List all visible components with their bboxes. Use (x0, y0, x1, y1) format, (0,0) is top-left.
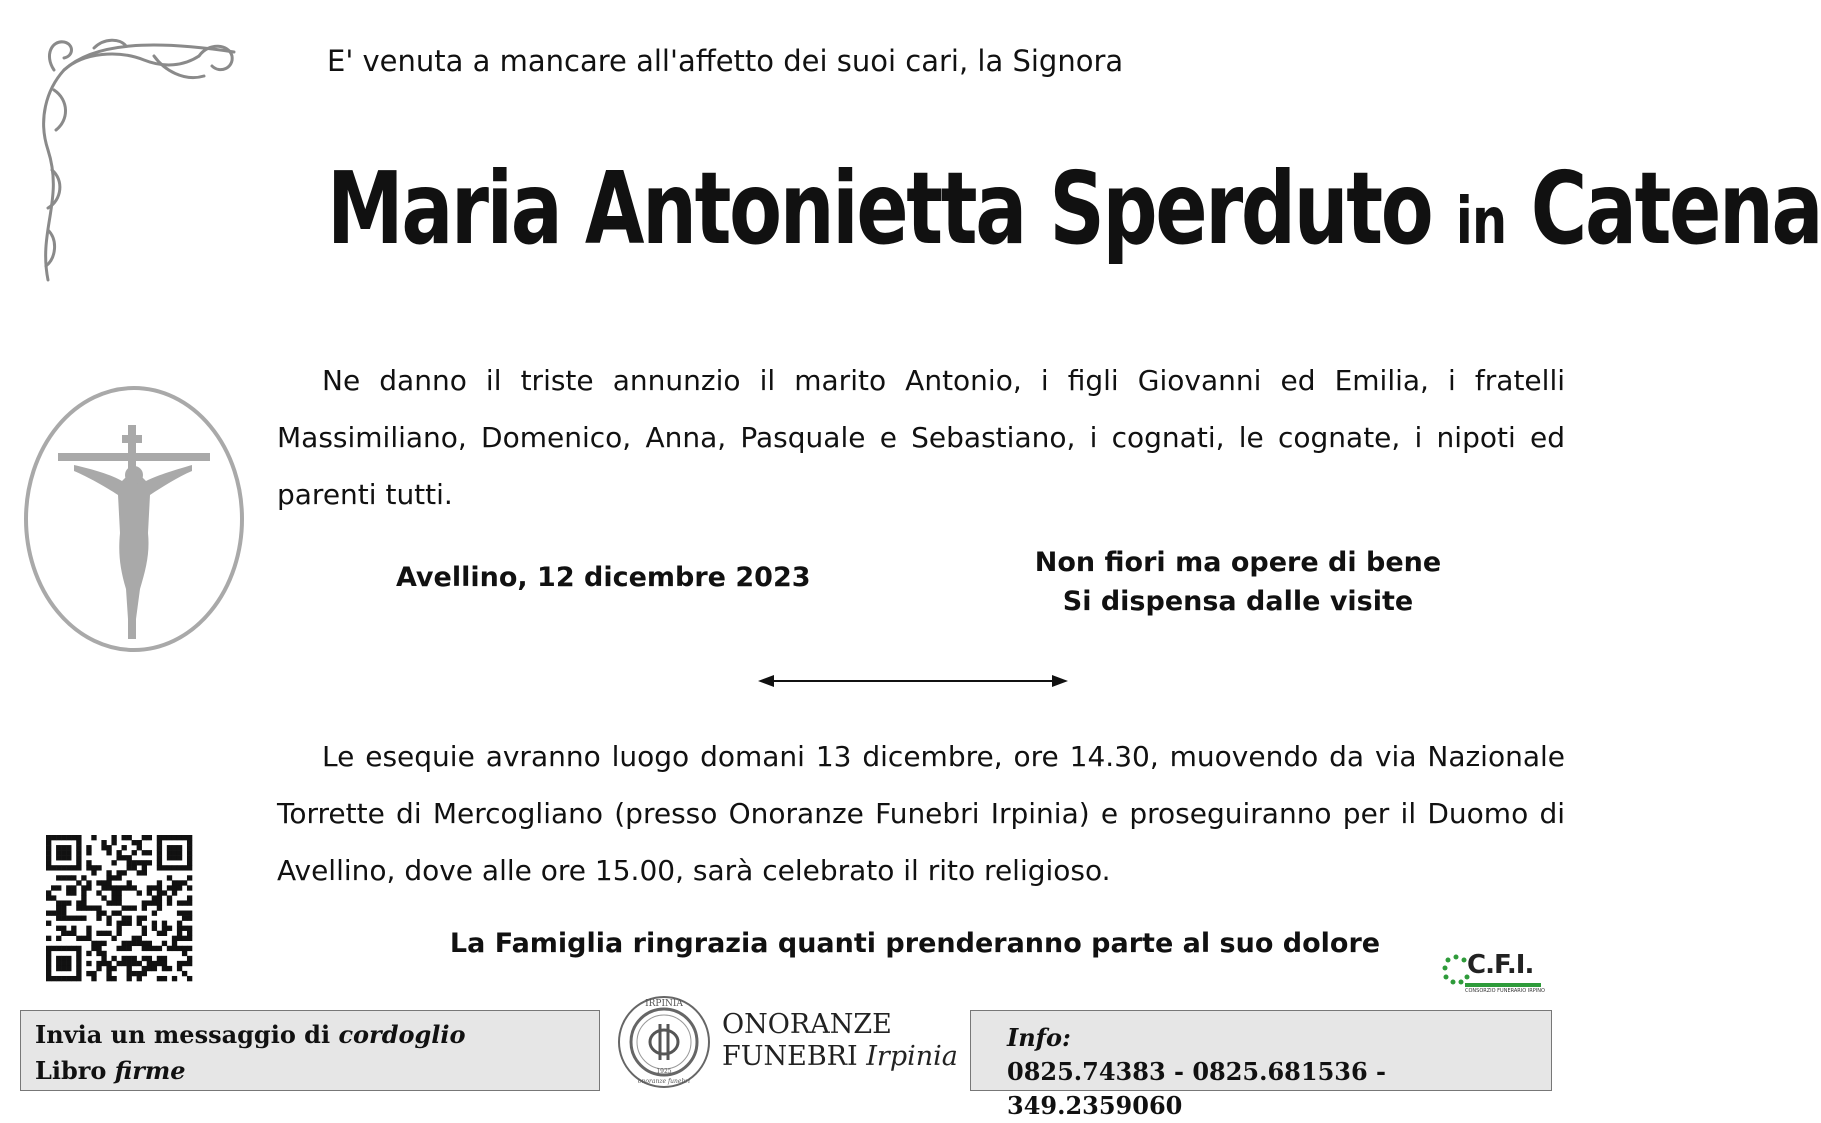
announcement-paragraph: Ne danno il triste annunzio il marito Antonio, i figli Giovanni ed Emilia, i fratelli Massimiliano, Domenico, Anna, Pasquale e Sebastiano, i cognati, le cognate, i nipoti ed parenti tutti. (277, 364, 1565, 511)
double-arrow-icon (758, 672, 1068, 690)
company-line2: FUNEBRI Irpinia (722, 1041, 958, 1072)
thanks-line: La Famiglia ringrazia quanti prenderanno parte al suo dolore (449, 928, 1381, 959)
qr-code-icon[interactable] (46, 835, 192, 981)
cfi-subtext: CONSORZIO FUNERARIO IRPINO (1465, 988, 1545, 994)
condolence-link[interactable]: Invia un messaggio di cordoglio (35, 1020, 466, 1049)
crucifix-icon (22, 383, 246, 655)
cfi-text: C.F.I. (1467, 950, 1534, 980)
funeral-paragraph: Le esequie avranno luogo domani 13 dicembre, ore 14.30, muovendo da via Nazionale Torrette di Mercogliano (presso Onoranze Funebri Irpinia) e proseguiranno per il Duomo di Avellino, dove alle ore 15.00, sarà celebrato il rito religioso. (277, 740, 1565, 887)
note-no-visits: Si dispensa dalle visite (1062, 586, 1414, 617)
seal-top-text: IRPINIA (645, 999, 683, 1009)
company-name (722, 1009, 958, 1073)
seal-year: 1925 (656, 1068, 672, 1075)
deceased-name (327, 150, 1821, 267)
corner-ornament-icon (34, 30, 244, 285)
place-date: Avellino, 12 dicembre 2023 (396, 562, 811, 593)
info-box (970, 1010, 1552, 1120)
guestbook-link[interactable]: Libro firme (35, 1056, 186, 1085)
note-no-flowers: Non fiori ma opere di bene (1034, 547, 1442, 578)
info-label: Info: (1007, 1023, 1071, 1052)
cfi-logo-icon (1443, 950, 1543, 998)
name-married: Catena (1530, 150, 1821, 267)
message-box[interactable] (20, 1010, 600, 1091)
name-main: Maria Antonietta Sperduto (327, 150, 1432, 267)
name-connector: in (1455, 185, 1507, 259)
family-notes (1003, 543, 1473, 621)
company-line1: ONORANZE (722, 1009, 892, 1040)
phone-numbers[interactable]: 0825.74383 - 0825.681536 - 349.2359060 (1007, 1057, 1386, 1120)
intro-line: E' venuta a mancare all'affetto dei suoi cari, la Signora (327, 44, 1124, 78)
seal-bottom-text: onoranze funebri (637, 1078, 691, 1085)
company-seal-icon (616, 994, 712, 1090)
